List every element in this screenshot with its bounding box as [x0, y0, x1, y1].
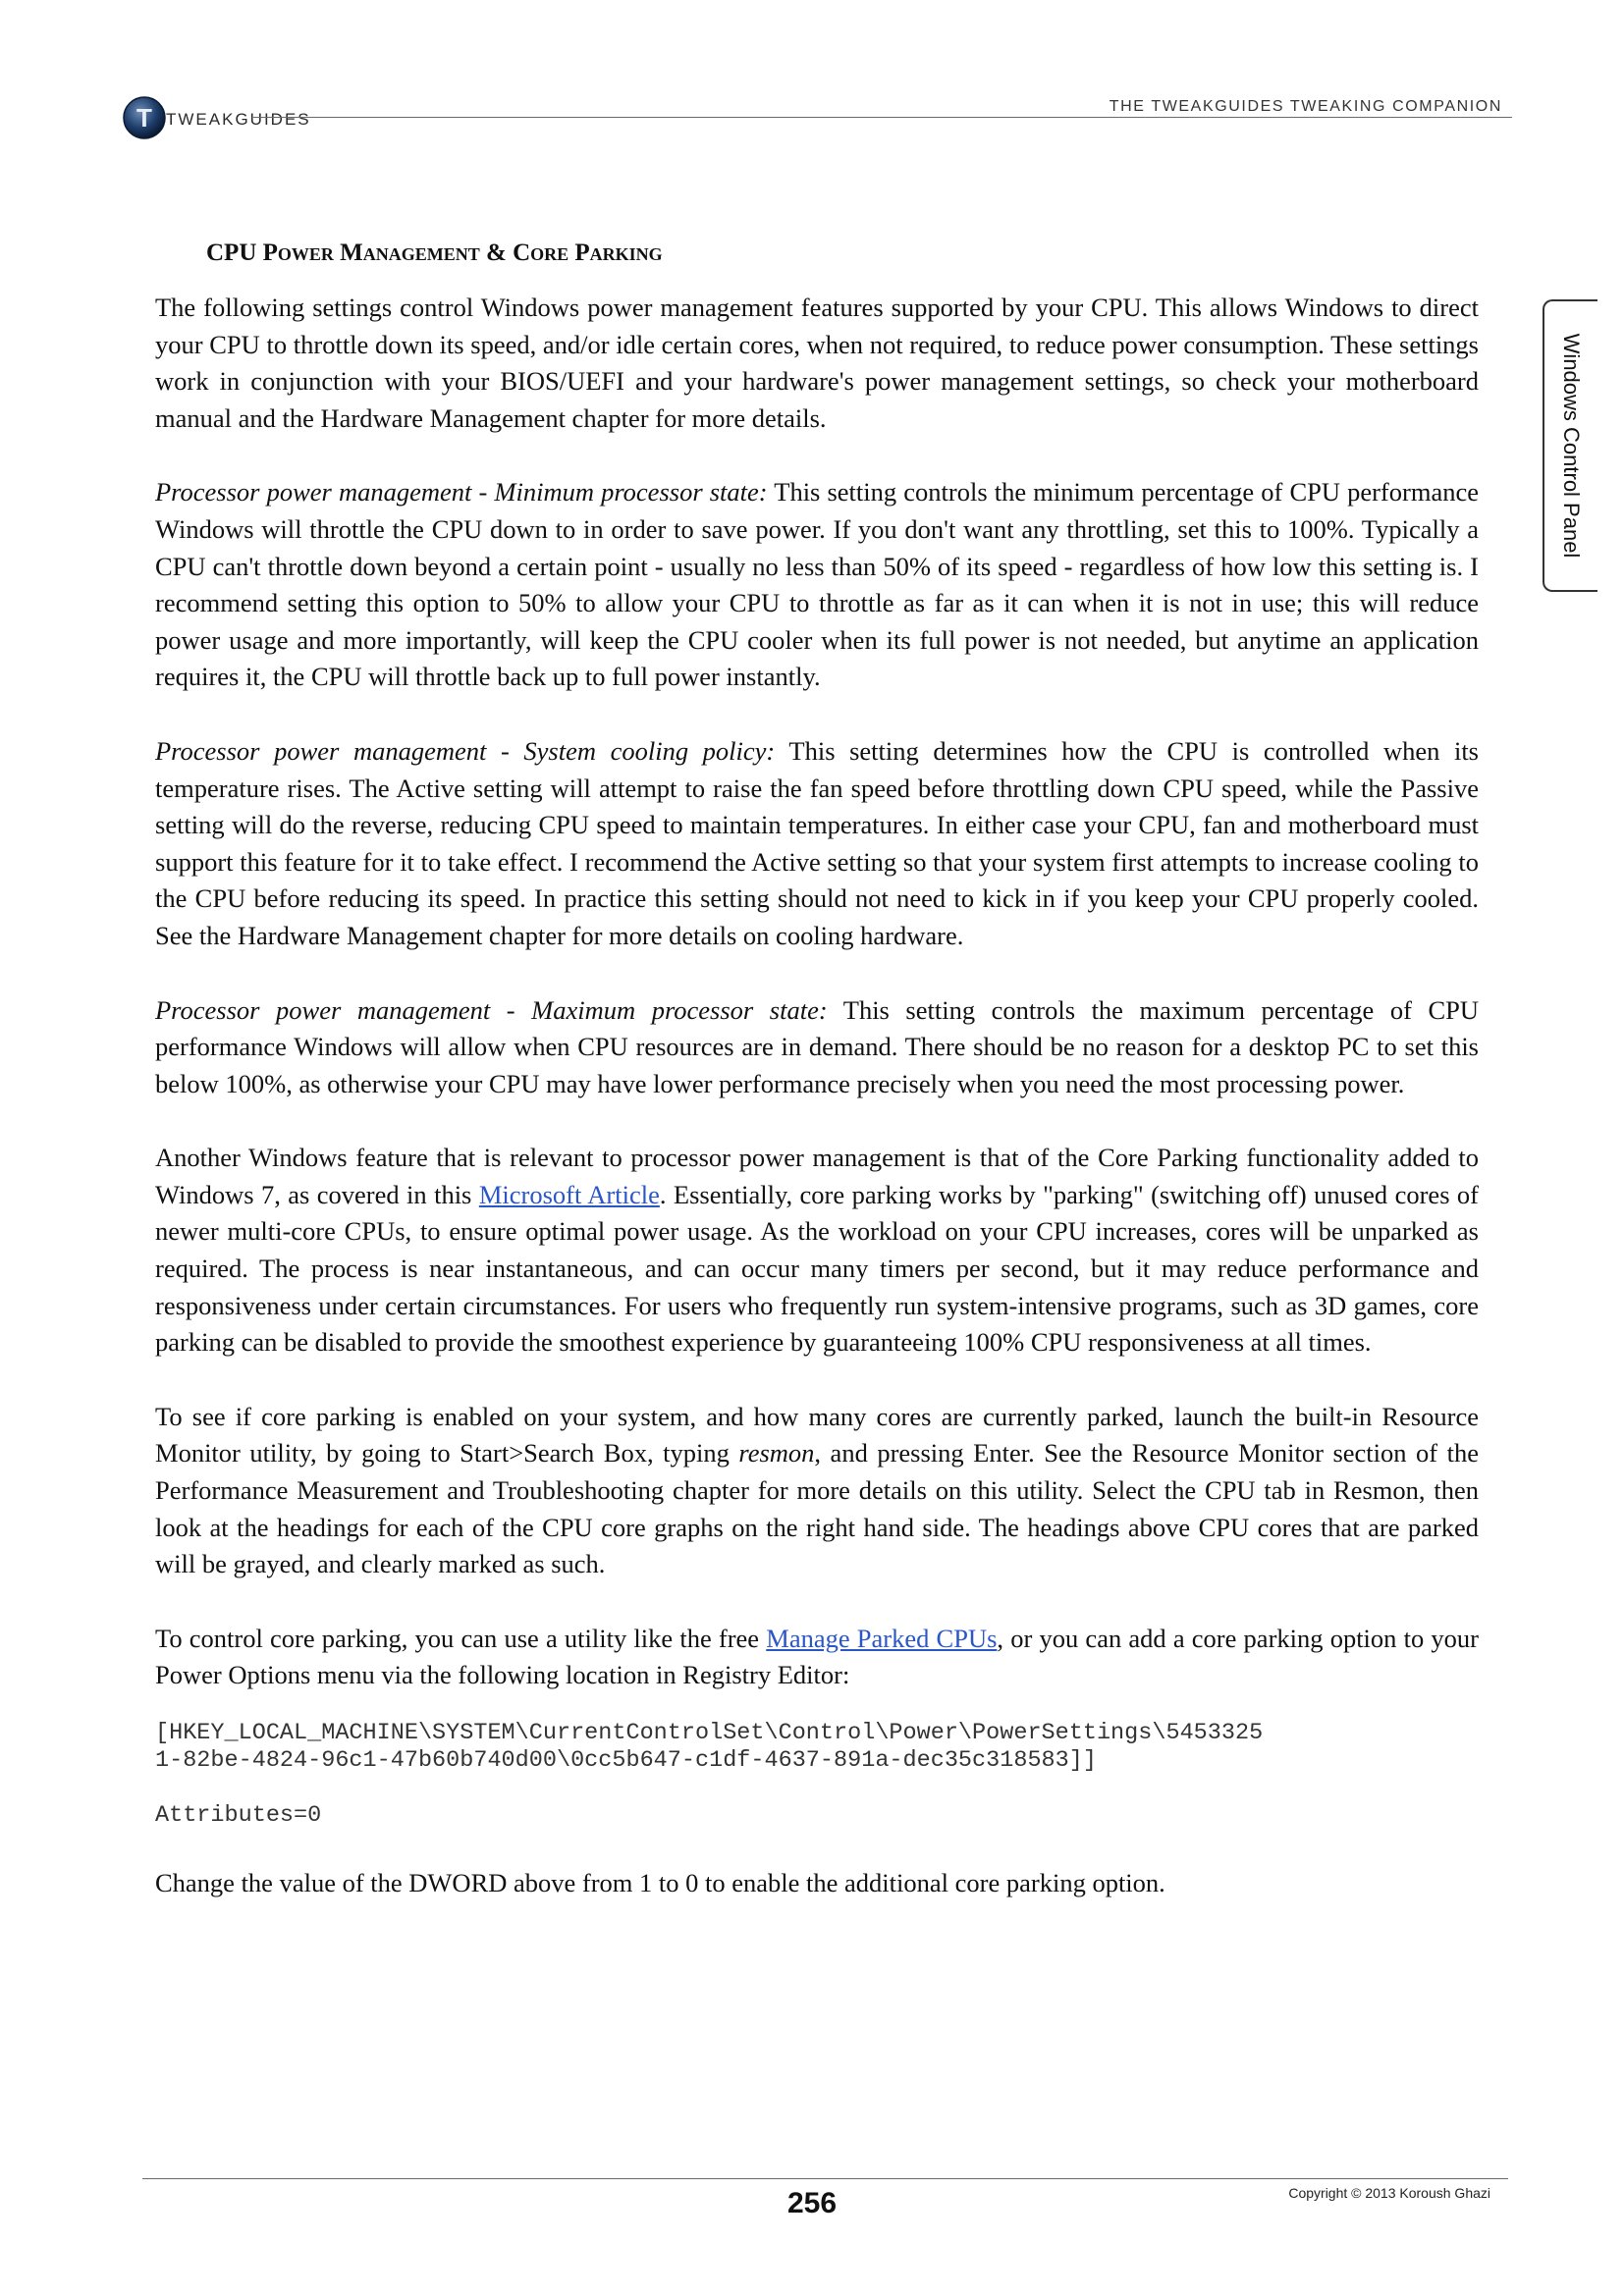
page-number: 256: [786, 2187, 838, 2219]
tweakguides-logo-graphic: [123, 94, 358, 141]
manage-parked-cpus-link[interactable]: Manage Parked CPUs: [766, 1623, 998, 1653]
chapter-side-tab-label: Windows Control Panel: [1559, 333, 1584, 559]
header-rule: [253, 117, 1512, 118]
min-state-text: This setting controls the minimum percentage of CPU performance Windows will throttle the CPU down to in order to save power. If you don't want any throttling, set this to 100%. Typically a CPU can't throttle down beyond a certain point - usually no less than 50% of its speed - regardless of how low this setting is. I recommend setting this option to 50% to allow your CPU to throttle as far as it can when it is not in use; this will reduce power usage and more importantly, will keep the CPU cooler when its full power is not needed, but anytime an application requires it, the CPU will throttle back up to full power instantly.: [155, 477, 1479, 692]
resmon-text-1: To see if core parking is enabled on your system, and how many cores are currently parked, launch the built-in Resource Monitor utility, by going to Start>Search Box, typing: [155, 1401, 1479, 1468]
section-title: CPU Power Management & Core Parking: [206, 240, 663, 266]
header-title: THE TWEAKGUIDES TWEAKING COMPANION: [1109, 98, 1502, 115]
min-state-paragraph: [155, 474, 1479, 696]
resmon-text-2: , and pressing Enter. See the Resource Monitor section of the Performance Measurement and Troubleshooting chapter for more details on this utility. Select the CPU tab in Resmon, then look at the headings for each of the CPU core graphs on the right hand side. The headings above CPU cores that are parked will be grayed, and clearly marked as such.: [155, 1438, 1479, 1579]
tweakguides-logo: [123, 94, 358, 141]
control-paragraph: [155, 1621, 1479, 1694]
registry-path: [HKEY_LOCAL_MACHINE\SYSTEM\CurrentControlSet\Control\Power\PowerSettings\5453325 1-82be-4824-96c1-47b60b740d00\0cc5b647-c1df-4637-891a-dec35c318583]]: [155, 1720, 1264, 1774]
cooling-term: Processor power management - System cooling policy:: [155, 735, 776, 766]
control-text-1: To control core parking, you can use a utility like the free: [155, 1623, 767, 1653]
chapter-side-tab: [1543, 299, 1597, 592]
microsoft-article-link[interactable]: Microsoft Article: [478, 1179, 660, 1209]
cooling-text: This setting determines how the CPU is controlled when its temperature rises. The Active setting will attempt to raise the fan speed before throttling down CPU speed, while the Passive setting will do the reverse, reducing CPU speed to maintain temperatures. In either case your CPU, fan and motherboard must support this feature for it to take effect. I recommend the Active setting so that your system first attempts to increase cooling to the CPU before reducing its speed. In practice this setting should not need to kick in if you keep your CPU properly cooled. See the Hardware Management chapter for more details on cooling hardware.: [155, 735, 1479, 950]
registry-value: Attributes=0: [155, 1802, 322, 1829]
footer-rule: [142, 2178, 1508, 2179]
resmon-paragraph: [155, 1399, 1479, 1583]
min-state-term: Processor power management - Minimum processor state:: [155, 477, 768, 507]
core-parking-paragraph: [155, 1140, 1479, 1362]
copyright-notice: Copyright © 2013 Koroush Ghazi: [1288, 2185, 1490, 2201]
intro-paragraph: The following settings control Windows power management features supported by your CPU. This allows Windows to direct your CPU to throttle down its speed, and/or idle certain cores, when not required, to reduce power consumption. These settings work in conjunction with your BIOS/UEFI and your hardware's power management settings, so check your motherboard manual and the Hardware Management chapter for more details.: [155, 293, 1479, 433]
svg-text:TWEAKGUIDES: TWEAKGUIDES: [166, 110, 311, 129]
svg-text:T: T: [136, 103, 152, 133]
core-parking-text-2: . Essentially, core parking works by "parking" (switching off) unused cores of newer multi-core CPUs, to ensure optimal power usage. As the workload on your CPU increases, cores will be unparked as required. The process is near instantaneous, and can occur many timers per second, but it may reduce performance and responsiveness under certain circumstances. For users who frequently run system-intensive programs, such as 3D games, core parking can be disabled to provide the smoothest experience by guaranteeing 100% CPU responsiveness at all times.: [155, 1179, 1480, 1358]
resmon-command: resmon: [738, 1438, 815, 1468]
max-state-paragraph: [155, 992, 1479, 1103]
max-state-term: Processor power management - Maximum processor state:: [155, 994, 828, 1025]
closing-paragraph: Change the value of the DWORD above from 1 to 0 to enable the additional core parking option.: [155, 1868, 1165, 1897]
control-text-2: , or you can add a core parking option to your Power Options menu via the following location in Registry Editor:: [155, 1623, 1479, 1690]
core-parking-text-1: Another Windows feature that is relevant to processor power management is that of the Core Parking functionality added to Windows 7, as covered in this: [155, 1143, 1479, 1209]
max-state-text: This setting controls the maximum percentage of CPU performance Windows will allow when CPU resources are in demand. There should be no reason for a desktop PC to set this below 100%, as otherwise your CPU may have lower performance precisely when you need the most processing power.: [155, 994, 1479, 1098]
cooling-paragraph: [155, 733, 1479, 955]
main-content: [155, 239, 1479, 1940]
